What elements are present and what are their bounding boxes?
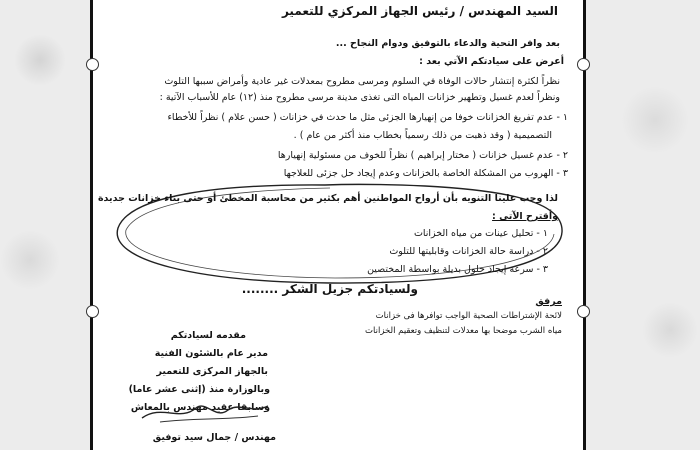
signatory-line: بالجهاز المركزى للتعمير: [156, 366, 268, 377]
point-item: ١ - عدم تفريغ الخزانات خوفا من إنهيارها الجزئى مثل ما حدث في خزانات ( حسن علام ) نظراً للأخطاء: [167, 112, 568, 123]
conclusion: لذا وجب علينا التنويه بأن أرواح المواطنين أهم بكثير من محاسبة المخطئ أو حتى بناء خزانات جديدة: [97, 193, 558, 204]
point-item: نظراً لكثرة إنتشار حالات الوفاة في السلوم ومرسى مطروح بمعدلات غير عادية وأمراض سببها التلوث: [164, 76, 560, 87]
attachment-line: مياه الشرب موضحا بها معدلات لتنظيف وتعقيم الخزانات: [365, 326, 562, 336]
handwritten-signature: [132, 396, 282, 428]
binder-hole-top-left: [86, 58, 99, 71]
point-item: ٣ - الهروب من المشكلة الخاصة بالخزانات وعدم إيجاد حل جزئى للعلاجها: [283, 168, 568, 179]
signatory-line: مقدمه لسيادتكم: [170, 330, 246, 341]
proposal-item: ١ - تحليل عينات من مياه الخزانات: [413, 228, 548, 239]
binder-hole-top-right: [577, 58, 590, 71]
binder-hole-bottom-left: [86, 305, 99, 318]
attachment-title: مرفق: [535, 296, 562, 307]
proposal-item: ٣ - سرعة إيجاد حلول بديلة بواسطة المختصين: [367, 264, 548, 275]
letter-header: السيد المهندس / رئيس الجهاز المركزي للتعمير: [281, 4, 558, 18]
closing: ولسيادتكم جزيل الشكر ........: [241, 282, 418, 296]
point-item: ونظراً لعدم غسيل وتطهير خزانات المياه التى تغذى مدينة مرسى مطروح منذ (١٢) عام للأسباب الآتية :: [159, 92, 560, 103]
signatory-line: مدير عام بالشئون الفنية: [154, 348, 268, 359]
point-item: ٢ - عدم غسيل خزانات ( مختار إبراهيم ) نظراً للخوف من مسئولية إنهيارها: [277, 150, 568, 161]
greeting: بعد وافر التحية والدعاء بالتوفيق ودوام النجاح ...: [335, 38, 560, 49]
signatory-name: مهندس / جمال سيد توفيق: [152, 432, 276, 443]
point-item: التصميمية ( وقد ذهبت من ذلك رسمياً بخطاب منذ أكثر من عام ) .: [293, 130, 552, 141]
attachment-line: لائحة الإشتراطات الصحية الواجب توافرها فى خزانات: [375, 311, 562, 321]
proposal-item: ٢ - دراسة حالة الخزانات وقابليتها للتلوث: [389, 246, 548, 257]
binder-hole-bottom-right: [577, 305, 590, 318]
intro: أعرض على سيادتكم الآتي بعد :: [419, 56, 564, 67]
signatory-line: وبالوزارة منذ (إثنى عشر عاما): [128, 384, 270, 395]
proposal-heading: وأقترح الآتى :: [492, 211, 558, 222]
signatory-line: وسابقا عقيد مهندس بالمعاش: [130, 402, 270, 413]
